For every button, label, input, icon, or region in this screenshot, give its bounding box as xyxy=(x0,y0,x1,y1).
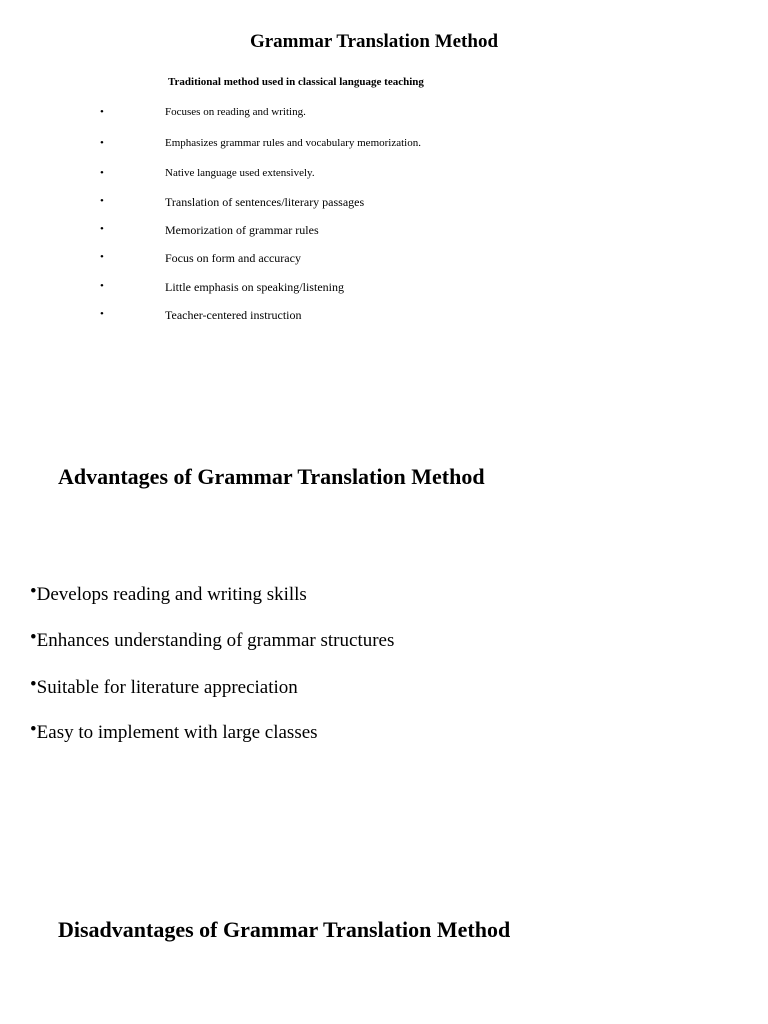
list-item xyxy=(30,581,307,606)
bullet-icon: • xyxy=(30,719,37,740)
list-item xyxy=(0,280,600,298)
list-item-text: Easy to implement with large classes xyxy=(36,722,318,743)
list-item-text: Focus on form and accuracy xyxy=(165,251,301,265)
list-item xyxy=(0,167,600,185)
bullet-icon: • xyxy=(100,106,104,118)
list-item-text: Emphasizes grammar rules and vocabulary memorization. xyxy=(165,137,421,149)
bullet-icon: • xyxy=(100,280,104,292)
list-item-text: Teacher-centered instruction xyxy=(165,308,302,322)
advantages-heading: Advantages of Grammar Translation Method xyxy=(58,464,485,489)
bullet-icon: • xyxy=(30,581,37,602)
list-item xyxy=(0,106,600,124)
bullet-icon: • xyxy=(100,137,104,149)
list-item xyxy=(30,674,298,699)
list-item xyxy=(0,137,600,155)
list-item-text: Suitable for literature appreciation xyxy=(36,677,298,698)
list-item-text: Develops reading and writing skills xyxy=(36,584,307,605)
list-item-text: Little emphasis on speaking/listening xyxy=(165,280,344,294)
bullet-icon: • xyxy=(30,627,37,648)
list-item xyxy=(0,308,600,326)
disadvantages-heading: Disadvantages of Grammar Translation Method xyxy=(58,917,511,942)
bullet-icon: • xyxy=(100,195,104,207)
bullet-icon: • xyxy=(100,308,104,320)
page-subtitle: Traditional method used in classical language teaching xyxy=(168,76,424,88)
list-item xyxy=(0,223,600,241)
list-item-text: Focuses on reading and writing. xyxy=(165,106,306,118)
list-item-text: Enhances understanding of grammar structures xyxy=(36,630,395,651)
page-title: Grammar Translation Method xyxy=(249,31,499,52)
list-item-text: Translation of sentences/literary passages xyxy=(165,195,365,209)
bullet-icon: • xyxy=(100,167,104,179)
list-item-text: Native language used extensively. xyxy=(165,167,315,179)
list-item-text: Memorization of grammar rules xyxy=(165,223,319,237)
bullet-icon: • xyxy=(30,674,37,695)
list-item xyxy=(30,627,395,652)
list-item xyxy=(0,195,600,213)
bullet-icon: • xyxy=(100,251,104,263)
list-item xyxy=(0,251,600,269)
list-item xyxy=(30,719,318,744)
bullet-icon: • xyxy=(100,223,104,235)
